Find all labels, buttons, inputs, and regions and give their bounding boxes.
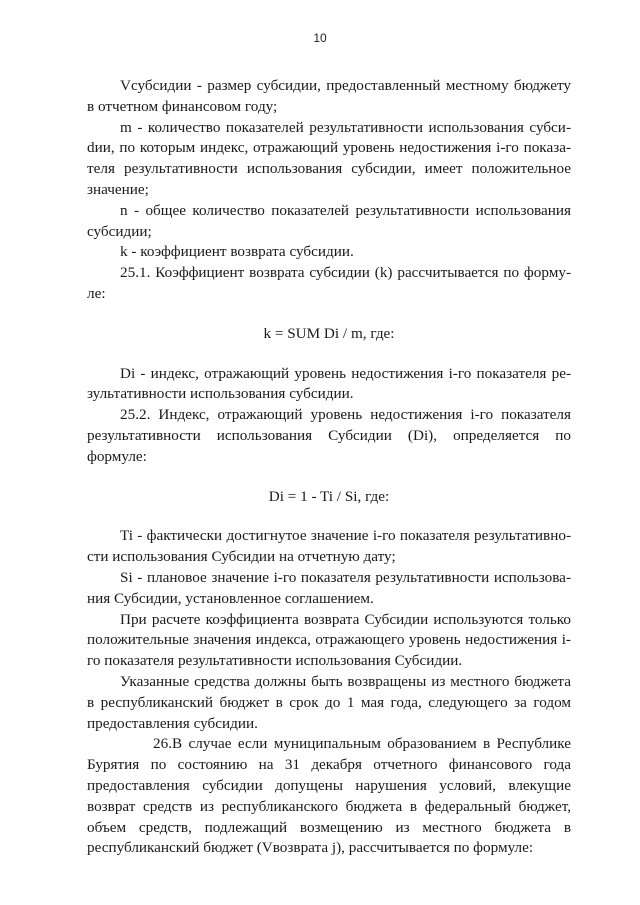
- paragraph-26: [87, 734, 571, 859]
- paragraph-si-definition: Si - плановое значение i-го показателя результативности использования Субсидии, установленное соглашением.: [87, 568, 571, 607]
- formula-di: Di = 1 - Ti / Si, где:: [268, 487, 390, 505]
- paragraph-n-definition: n - общее количество показателей результативности использования субсидии;: [87, 201, 571, 240]
- paragraph-25-1: 25.1. Коэффициент возврата субсидии (k) рассчитывается по формуле:: [87, 264, 571, 302]
- page-number: 10: [313, 31, 327, 45]
- paragraph-di-definition: Di - индекс, отражающий уровень недостижения i-го показателя результативности использования субсидии.: [87, 364, 571, 403]
- paragraph-m-definition: m - количество показателей результативности использования субсиdии, по которым индекс, отражающий уровень недостижения i-го показателя результативности использования субсидии, имеет положительное значение;: [87, 118, 571, 198]
- paragraph-26-text: В случае если муниципальным образованием в Республике Бурятия по состоянию на 31 декабря отчетного финансового года предоставления субсидии допущены нарушения условий, влекущие возврат средств из республиканского бюджета в федеральный бюджет, объем средств, подлежащий возмещению из местного бюджета в республиканский бюджет (Vвозврата j), рассчитывается по формуле:: [87, 735, 571, 857]
- paragraph-25-2: 25.2. Индекс, отражающий уровень недостижения i-го показателя результативности использования Субсидии (Di), определяется по формуле:: [87, 406, 571, 465]
- paragraph-v-subsidy: Vсубсидии - размер субсидии, предоставленный местному бюджету в отчетном финансовом году;: [87, 77, 571, 115]
- formula-k: k = SUM Di / m, где:: [263, 324, 395, 342]
- paragraph-26-number: 26.: [153, 735, 172, 753]
- paragraph-return-deadline: Указанные средства должны быть возвращены из местного бюджета в республиканский бюджет в срок до 1 мая года, следующего за годом предоставления субсидии.: [87, 672, 571, 732]
- paragraph-ti-definition: Ti - фактически достигнутое значение i-го показателя результативности использования Субсидии на отчетную дату;: [87, 527, 571, 566]
- paragraph-positive-values: При расчете коэффициента возврата Субсидии используются только положительные значения индекса, отражающего уровень недостижения i-го показателя результативности использования Субсидии.: [87, 610, 571, 670]
- document-body: [87, 76, 571, 859]
- paragraph-k-definition: k - коэффициент возврата субсидии.: [120, 243, 354, 261]
